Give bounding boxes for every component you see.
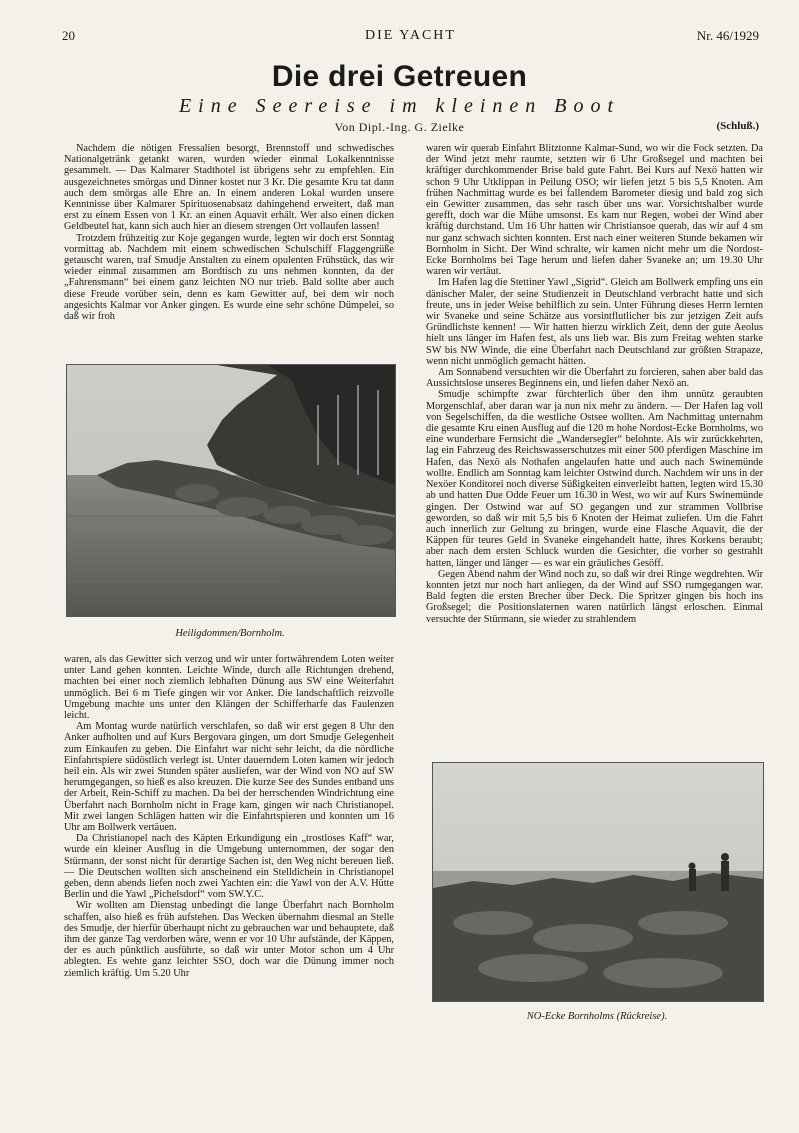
photo-no-ecke-bornholm — [432, 762, 764, 1002]
paragraph: waren, als das Gewitter sich verzog und wir unter fortwährendem Loten weiter unter Land gehen konnten. Leichte Winde, durch alle Richtungen drehend, machten bei einer noch ziemlich lebhaften Dünung aus SW eine Weiterfahrt unmöglich. Bei 6 m Tiefe gingen wir vor Anker. Die landschaftlich reizvolle Umgebung machte uns unter den Klängen der Schifferharfe das Faulenzen leicht. — [64, 654, 394, 722]
page-number: 20 — [62, 28, 75, 43]
issue-number: Nr. 46/1929 — [696, 28, 759, 43]
article-subtitle: Eine Seereise im kleinen Boot — [178, 95, 621, 117]
paragraph: waren wir querab Einfahrt Blitztonne Kalmar-Sund, wo wir die Fock setzten. Da der Wind jetzt mehr raumte, setzten wir 6 Uhr Großsegel und machten bei kräftiger durchkommender Brise bald gute Fahrt. Bei Kurs auf Nexö hatten wir schon 9 Uhr Utklippan in Peilung OSO; wir liefen jetzt 5 bis 5,5 Knoten. Am frühen Nachmittag wurde es bei fallendem Barometer diesig und bald zog sich ein Gewitter zusammen, das sehr rasch über uns war. Vorsichtshalber wurde gerefft, doch war die Mühe umsonst. Es kam nur Regen, wobei der Wind aber kräftig durchstand. Um 16 Uhr hatten wir Christiansoe querab, das wir auf 4 sm nur ganz schwach sichten konnten. Erst nach einer weiteren Stunde bekamen wir Bornholm in Sicht. Der Wind schralte, wir kamen nicht mehr um die Nordost-Ecke Bornholms bei Tage herum und liefen daher Svaneke an; um 19.30 Uhr waren wir vertäut. — [426, 143, 763, 278]
continuation-note: (Schluß.) — [716, 120, 759, 132]
paragraph: Wir wollten am Dienstag unbedingt die lange Überfahrt nach Bornholm schaffen, also hieß es früh aufstehen. Das Wecken übernahm diesmal an Stelle des Smudje, der hierfür überhaupt nicht zu gebrauchen war und behauptete, daß ihm der ganze Tag verdorben wäre, wenn er vor 10 Uhr aufstände, der Käppen, der es auch pünktlich ausführte, so daß wir unter Motor schon um 4 Uhr ablegten. Es wehte ganz leichter SSO, doch war die Dünung immer noch ziemlich kräftig. Um 5.20 Uhr — [64, 900, 394, 979]
paragraph: Trotzdem frühzeitig zur Koje gegangen wurde, legten wir doch erst Sonntag vormittag ab. Nachdem mit einem schwedischen Schulschiff Flaggengrüße getauscht waren, traf Smudje Anstalten zu einem opulenten Frühstück, das wir wieder einmal zusammen am Bordtisch zu uns nehmen konnten, da der „Fahrensmann“ bei einem ganz leichten NO nur trieb. Bald sollte aber auch diese Freude vorüber sein, denn es kam Gewitter auf, bei dem wir noch angesichts Kalmar vor Anker gingen. Es wurde eine sehr schöne Dümpelei, so daß wir froh — [64, 232, 394, 323]
paragraph: Am Montag wurde natürlich verschlafen, so daß wir erst gegen 8 Uhr den Anker aufholten und auf Kurs Bergovara gingen, um dort Smudje Gelegenheit zum Einkaufen zu geben. Die Einfahrt war nicht sehr leicht, da die nördliche Einfahrtspiere südöstlich verlegt ist. Unter dauerndem Loten kamen wir jedoch heil ein. Als wir zwei Stunden später ausliefen, war der Wind von NO auf SW herumgegangen, so hieß es also kreuzen. Die kurze See des Sundes entband uns der Arbeit, Rein-Schiff zu machen. Da bei der herrschenden Windrichtung eine Überfahrt nach Bornholm nicht in Frage kam, gingen wir nach Christianopel. Mit zwei langen Schlägen hatten wir die Einfahrtspieren und konnten um 16 Uhr am Bollwerk vertäuen. — [64, 721, 394, 834]
magazine-name: DIE YACHT — [365, 28, 456, 43]
paragraph: Nachdem die nötigen Fressalien besorgt, Brennstoff und schwedisches Nationalgetränk getankt waren, wurden wieder einmal Lokalkenntnisse gesammelt. — Das Kalmarer Stadthotel ist übrigens sehr zu empfehlen. Ein ausgezeichnetes smörgas und Dinner kostet nur 3 Kr. Die gesamte Kru tat dann auch dem smörgas alle Ehre an. In einem anderen Lokal wurden unsere Kenntnisse über Kalmarer Spirituosenabsatz dahingehend erweitert, daß man erst zu einem Essen von 1 Kr. an einen Aquavit erhält. Wer also einen dicken Geldbeutel hat, kann sich auch hier an diesem strengen Ort vollaufen lassen! — [64, 143, 394, 233]
article-author: Von Dipl.-Ing. G. Zielke — [334, 120, 465, 134]
paragraph: Am Sonnabend versuchten wir die Überfahrt zu forcieren, sahen aber bald das Aussichtslose unseres Beginnens ein, und liefen daher Nexö an. — [426, 367, 763, 390]
paragraph: Smudje schimpfte zwar fürchterlich über den ihm unnütz geraubten Morgenschlaf, aber daran war ja nun nix mehr zu ändern. — Der Hafen lag voll von Segelschiffen, da die westliche Ostsee wollten. Am Nachmittag unternahm die gesamte Kru einen Ausflug auf die 120 m hohe Nordost-Ecke Bornholms, wo eine wunderbare Fernsicht die „Wandersegler“ belohnte. Als wir zurückkehrten, lag ein Fahrzeug des Reichswasserschutzes mit einer 500 pferdigen Maschine im Hafen, das Nexö als Nothafen angelaufen hatte und auch nach Swinemünde wollte. Endlich am Sonntag kam leichter Ostwind durch. Nachdem wir uns in der Nexöer Konditorei noch diverse Süßigkeiten einverleibt hatten, legten wird 15.30 ab und hatten Due Odde Feuer um 16.30 in West, wo wir auf Kurs Swinemünde gingen. Der Ostwind war auf SO gegangen und zur strammen Vollbrise geworden, so daß wir mit 5,5 bis 6 Knoten der Heimat zuliefen. Um die Fahrt auch innerlich zur Geltung zu bringen, wurde eine Flasche Aquavit, die der Käppen für teures Geld in Svaneke eingehandelt hatte, ihres Korkens beraubt; aber nach dem ersten Schluck wurden die Gesichter, die vorher so gestrahlt hatten, länger und länger — es war ein gräuliches Gesöff. — [426, 389, 763, 569]
left-column-bottom — [64, 654, 394, 979]
article-title: Die drei Getreuen — [271, 60, 528, 93]
right-column — [426, 143, 763, 625]
rocky-shore-image — [433, 763, 763, 1001]
photo-caption: NO-Ecke Bornholms (Rückreise). — [526, 1011, 668, 1022]
paragraph: Gegen Abend nahm der Wind noch zu, so daß wir drei Ringe wegdrehten. Wir konnten jetzt nur noch hart anliegen, da der Wind auf SSO rumgegangen war. Bald fegten die ersten Brecher über Deck. Die Spritzer gingen bis hoch ins Großsegel; die Positionslaternen waren natürlich längst erloschen. Einmal versuchte der Stürmann, sie wieder zu strahlendem — [426, 568, 763, 625]
paragraph: Im Hafen lag die Stettiner Yawl „Sigrid“. Gleich am Bollwerk empfing uns ein dänischer Maler, der seine Studienzeit in Deutschland verbracht hatte und sich freute, uns in jeder Weise behilflich zu sein. Unter Führung dieses Herrn lernten wir Svaneke und seine Schätze aus vorsintflutlicher bis zur jetzigen Zeit aufs Gründlichste kennen! — Wir hatten hierzu wirklich Zeit, denn der gute Aeolus hielt uns länger im Hafen fest, als uns lieb war. Bis zum Freitag wehten starke SW bis NW Winde, die eine Überfahrt nach Deutschland zur größten Strapaze, wenn nicht unmöglich gemacht hätten. — [426, 277, 763, 367]
cliff-coast-image — [67, 365, 395, 616]
photo-heiligdommen — [66, 364, 396, 617]
paragraph: Da Christianopel nach des Käpten Erkundigung ein „trostloses Kaff“ war, wurde ein kleiner Ausflug in die Umgebung unternommen, der sogar den Stürmann, der sonst nicht für derartige Sachen ist, den Weg nicht bereuen ließ. — Die Deutschen wollten sich anscheinend ein Stelldichein in Christianopel geben, denn abends liefen noch zwei Yachten ein: die Yawl von der A.V. Hütte Berlin und die Yawl „Pichelsdorf“ vom SW.Y.C. — [64, 833, 394, 901]
page-header — [62, 28, 759, 46]
photo-caption: Heiligdommen/Bornholm. — [175, 628, 285, 639]
left-column-top — [64, 143, 394, 322]
